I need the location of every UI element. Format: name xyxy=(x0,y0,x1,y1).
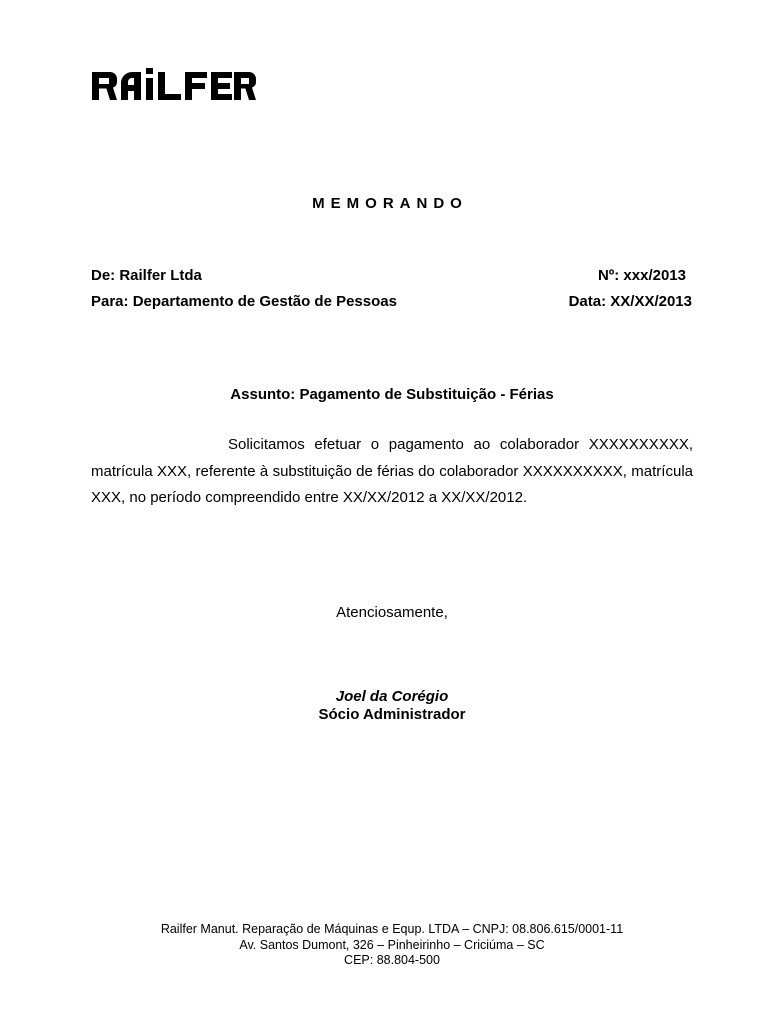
from-line: De: Railfer Ltda xyxy=(91,267,202,284)
memo-date: Data: XX/XX/2013 xyxy=(568,293,692,310)
body-paragraph: Solicitamos efetuar o pagamento ao colaborador XXXXXXXXXX, matrícula XXX, referente à substituição de férias do colaborador XXXXXXXXXX, matrícula XXX, no período compreendido entre XX/XX/2012 a XX/XX/2012. xyxy=(91,436,693,506)
closing-text: Atenciosamente, xyxy=(336,604,448,621)
footer-postcode: CEP: 88.804-500 xyxy=(344,953,440,967)
railfer-logo-graphic xyxy=(92,68,256,100)
railfer-logo xyxy=(92,68,256,100)
subject-line: Assunto: Pagamento de Substituição - Férias xyxy=(230,386,554,403)
memo-number: Nº: xxx/2013 xyxy=(597,267,686,284)
to-line: Para: Departamento de Gestão de Pessoas xyxy=(91,293,397,310)
footer xyxy=(0,922,768,969)
memo-title: MEMORANDO xyxy=(312,195,468,212)
signature-name: Joel da Corégio xyxy=(335,688,449,705)
signature-role: Sócio Administrador xyxy=(318,706,466,723)
footer-company: Railfer Manut. Reparação de Máquinas e Equp. LTDA – CNPJ: 08.806.615/0001-11 xyxy=(160,922,624,936)
footer-address: Av. Santos Dumont, 326 – Pinheirinho – Criciúma – SC xyxy=(239,937,545,952)
